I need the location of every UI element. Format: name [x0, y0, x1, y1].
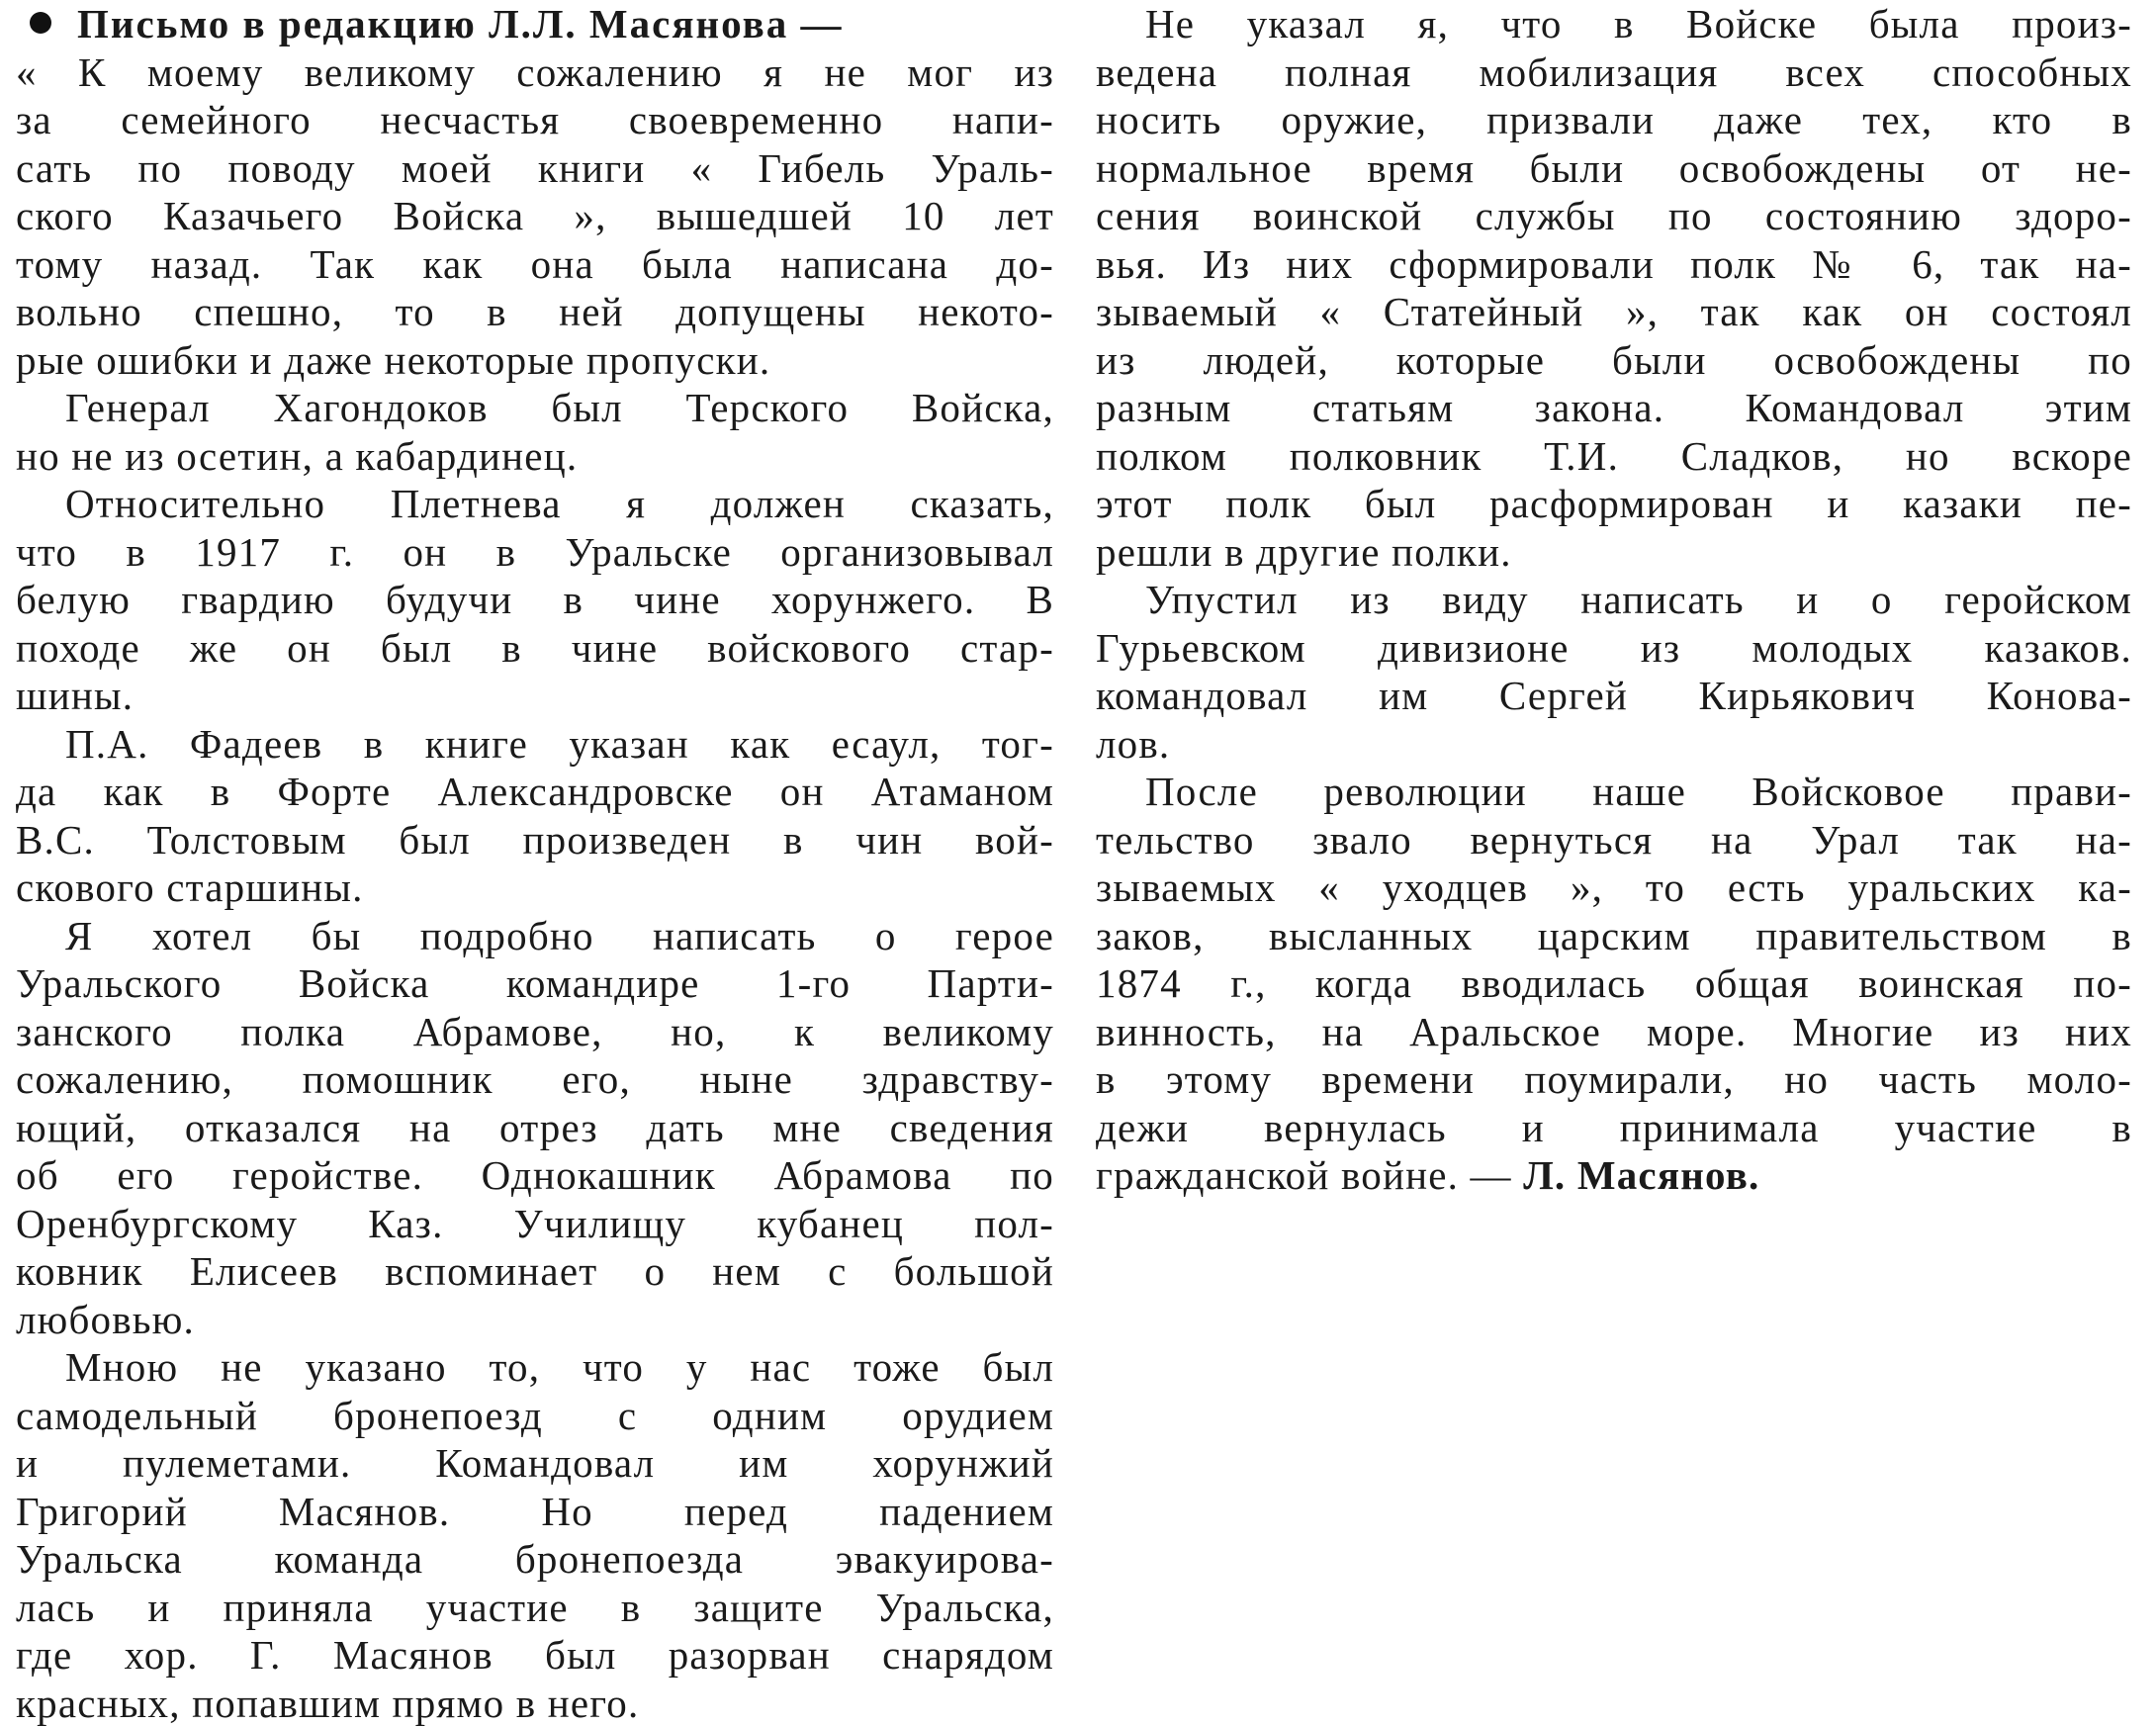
- text-line: ковник Елисеев вспоминает о нем с большой: [16, 1247, 1054, 1296]
- text-line: за семейного несчастья своевременно напи-: [16, 96, 1054, 144]
- closing-line: [1096, 1151, 2132, 1200]
- right-column: [1096, 0, 2132, 1200]
- closing-text: гражданской войне. —: [1096, 1152, 1523, 1198]
- text-line: рые ошибки и даже некоторые пропуски.: [16, 336, 1054, 385]
- text-line: скового старшины.: [16, 864, 1054, 912]
- text-line: Оренбургскому Каз. Училищу кубанец пол-: [16, 1200, 1054, 1248]
- text-line: тельство звало вернуться на Урал так на-: [1096, 816, 2132, 864]
- text-line: любовью.: [16, 1296, 1054, 1344]
- text-line: в этому времени поумирали, но часть моло-: [1096, 1055, 2132, 1104]
- text-line: решли в другие полки.: [1096, 528, 2132, 577]
- article-heading-line: [16, 0, 1054, 48]
- left-column: [16, 0, 1054, 1727]
- text-line: этот полк был расформирован и казаки пе-: [1096, 480, 2132, 528]
- text-line: из людей, которые были освобождены по: [1096, 336, 2132, 385]
- author-signature: Л. Масянов.: [1523, 1152, 1759, 1198]
- text-line: П.А. Фадеев в книге указан как есаул, тог-: [16, 720, 1054, 769]
- text-line: лась и приняла участие в защите Уральска,: [16, 1584, 1054, 1632]
- text-line: носить оружие, призвали даже тех, кто в: [1096, 96, 2132, 144]
- text-line: Я хотел бы подробно написать о герое: [16, 912, 1054, 960]
- text-line: ведена полная мобилизация всех способных: [1096, 48, 2132, 97]
- text-line: белую гвардию будучи в чине хорунжего. В: [16, 576, 1054, 624]
- text-line: где хор. Г. Масянов был разорван снарядом: [16, 1631, 1054, 1680]
- text-line: 1874 г., когда вводилась общая воинская по-: [1096, 959, 2132, 1008]
- text-line: сать по поводу моей книги « Гибель Ураль-: [16, 144, 1054, 193]
- text-line: об его геройстве. Однокашник Абрамова по: [16, 1151, 1054, 1200]
- bullet-icon: [30, 12, 51, 34]
- text-line: ющий, отказался на отрез дать мне сведения: [16, 1104, 1054, 1152]
- text-line: сожалению, помошник его, ныне здравству-: [16, 1055, 1054, 1104]
- text-line: Упустил из виду написать и о геройском: [1096, 576, 2132, 624]
- text-line: самодельный бронепоезд с одним орудием: [16, 1392, 1054, 1440]
- text-line: шины.: [16, 672, 1054, 720]
- text-line: заков, высланных царским правительством в: [1096, 912, 2132, 960]
- text-line: « К моему великому сожалению я не мог из: [16, 48, 1054, 97]
- text-line: ского Казачьего Войска », вышедшей 10 лет: [16, 192, 1054, 240]
- text-line: Не указал я, что в Войске была произ-: [1096, 0, 2132, 48]
- text-line: полком полковник Т.И. Сладков, но вскоре: [1096, 432, 2132, 481]
- text-line: винность, на Аральское море. Многие из них: [1096, 1008, 2132, 1056]
- text-line: тому назад. Так как она была написана до-: [16, 240, 1054, 289]
- text-line: Относительно Плетнева я должен сказать,: [16, 480, 1054, 528]
- text-line: вольно спешно, то в ней допущены некото-: [16, 288, 1054, 336]
- text-line: занского полка Абрамове, но, к великому: [16, 1008, 1054, 1056]
- text-line: зываемых « уходцев », то есть уральских ка-: [1096, 864, 2132, 912]
- text-line: Уральска команда бронепоезда эвакуирова-: [16, 1535, 1054, 1584]
- text-line: зываемый « Статейный », так как он состоял: [1096, 288, 2132, 336]
- text-line: лов.: [1096, 720, 2132, 769]
- text-line: что в 1917 г. он в Уральске организовывал: [16, 528, 1054, 577]
- text-line: В.С. Толстовым был произведен в чин вой-: [16, 816, 1054, 864]
- text-line: но не из осетин, а кабардинец.: [16, 432, 1054, 481]
- text-line: Генерал Хагондоков был Терского Войска,: [16, 384, 1054, 432]
- right-column-text: [1096, 0, 2132, 1151]
- text-line: Григорий Масянов. Но перед падением: [16, 1488, 1054, 1536]
- text-line: да как в Форте Александровске он Атаманом: [16, 768, 1054, 816]
- text-line: красных, попавшим прямо в него.: [16, 1680, 1054, 1727]
- text-line: вья. Из них сформировали полк № 6, так на-: [1096, 240, 2132, 289]
- text-line: нормальное время были освобождены от не-: [1096, 144, 2132, 193]
- text-line: Уральского Войска командире 1-го Парти-: [16, 959, 1054, 1008]
- text-line: и пулеметами. Командовал им хорунжий: [16, 1439, 1054, 1488]
- text-line: походе же он был в чине войскового стар-: [16, 624, 1054, 673]
- text-line: Гурьевском дивизионе из молодых казаков.: [1096, 624, 2132, 673]
- text-line: сения воинской службы по состоянию здоро-: [1096, 192, 2132, 240]
- text-line: После революции наше Войсковое прави-: [1096, 768, 2132, 816]
- text-line: командовал им Сергей Кирьякович Конова-: [1096, 672, 2132, 720]
- text-line: Мною не указано то, что у нас тоже был: [16, 1343, 1054, 1392]
- text-line: дежи вернулась и принимала участие в: [1096, 1104, 2132, 1152]
- text-line: разным статьям закона. Командовал этим: [1096, 384, 2132, 432]
- article-heading: Письмо в редакцию Л.Л. Масянова —: [77, 1, 844, 46]
- left-column-text: [16, 48, 1054, 1727]
